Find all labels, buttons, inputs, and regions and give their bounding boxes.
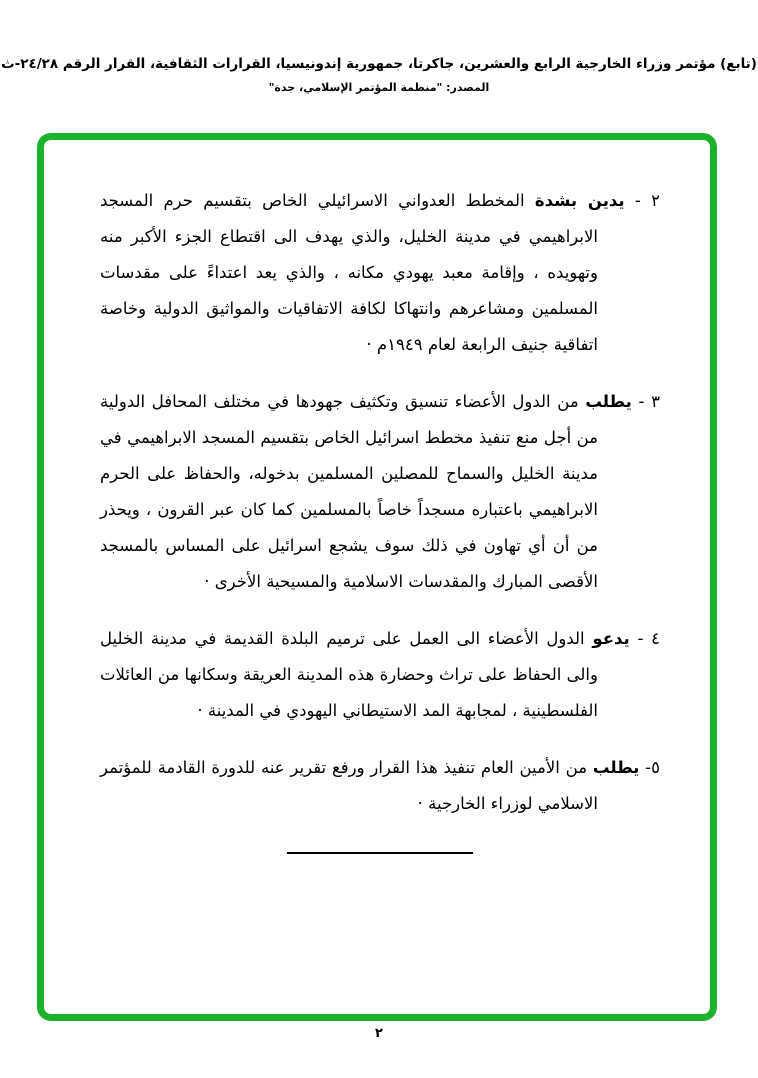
item-lead: يدعو — [592, 629, 630, 648]
item-body: الدول الأعضاء الى العمل على ترميم البلدة القديمة في مدينة الخليل والى الحفاظ على تراث وحضارة هذه المدينة العريقة وسكانها من العائلات الفلسطينية ، لمجابهة المد الاستيطاني اليهودي في المدينة · — [100, 629, 598, 720]
item-number: ٢ - — [624, 191, 660, 210]
decorative-border — [37, 133, 717, 1021]
header-title: (تابع) مؤتمر وزراء الخارجية الرابع والعشرين، جاكرتا، جمهورية إندونيسيا، القرارات الثقافية، القرار الرقم ٢٤/٢٨-ث — [1, 56, 757, 72]
item-number: ٤ - — [629, 629, 660, 648]
page-number: ٢ — [375, 1026, 383, 1041]
item-number: ٥- — [639, 758, 660, 777]
item-lead: يطلب — [592, 758, 640, 777]
item-body: المخطط العدواني الاسرائيلي الخاص بتقسيم حرم المسجد الابراهيمي في مدينة الخليل، والذي يهدف الى اقتطاع الجزء الأكبر منه وتهويده ، وإقامة معبد يهودي مكانه ، والذي يعد اعتداءً على مقدسات المسلمين ومشاعرهم وانتهاكا لكافة الاتفاقيات والمواثيق الدولية وخاصة اتفاقية جنيف الرابعة لعام ١٩٤٩م · — [100, 191, 598, 354]
resolution-item-3 — [100, 384, 660, 600]
item-lead: يطلب — [585, 392, 632, 411]
item-number: ٣ - — [631, 392, 660, 411]
divider-rule — [287, 852, 473, 854]
item-lead: يدين بشدة — [534, 191, 625, 210]
resolution-list — [44, 140, 710, 854]
resolution-item-5 — [100, 750, 660, 822]
item-body: من الدول الأعضاء تنسيق وتكثيف جهودها في مختلف المحافل الدولية من أجل منع تنفيذ مخطط اسرائيل الخاص بتقسيم المسجد الابراهيمي في مدينة الخليل والسماح للمصلين المسلمين بدخوله، والحفاظ على الحرم الابراهيمي باعتباره مسجداً خاصاً بالمسلمين كما كان عبر القرون ، ويحذر من أن أي تهاون في ذلك سوف يشجع اسرائيل على المساس بالمسجد الأقصى المبارك والمقدسات الاسلامية والمسيحية الأخرى · — [100, 392, 598, 591]
item-body: من الأمين العام تنفيذ هذا القرار ورفع تقرير عنه للدورة القادمة للمؤتمر الاسلامي لوزراء الخارجية · — [100, 758, 598, 813]
resolution-item-4 — [100, 621, 660, 729]
header-source: المصدر: "منظمة المؤتمر الإسلامي، جدة" — [268, 81, 490, 94]
page-header — [0, 56, 758, 94]
resolution-item-2 — [100, 183, 660, 363]
